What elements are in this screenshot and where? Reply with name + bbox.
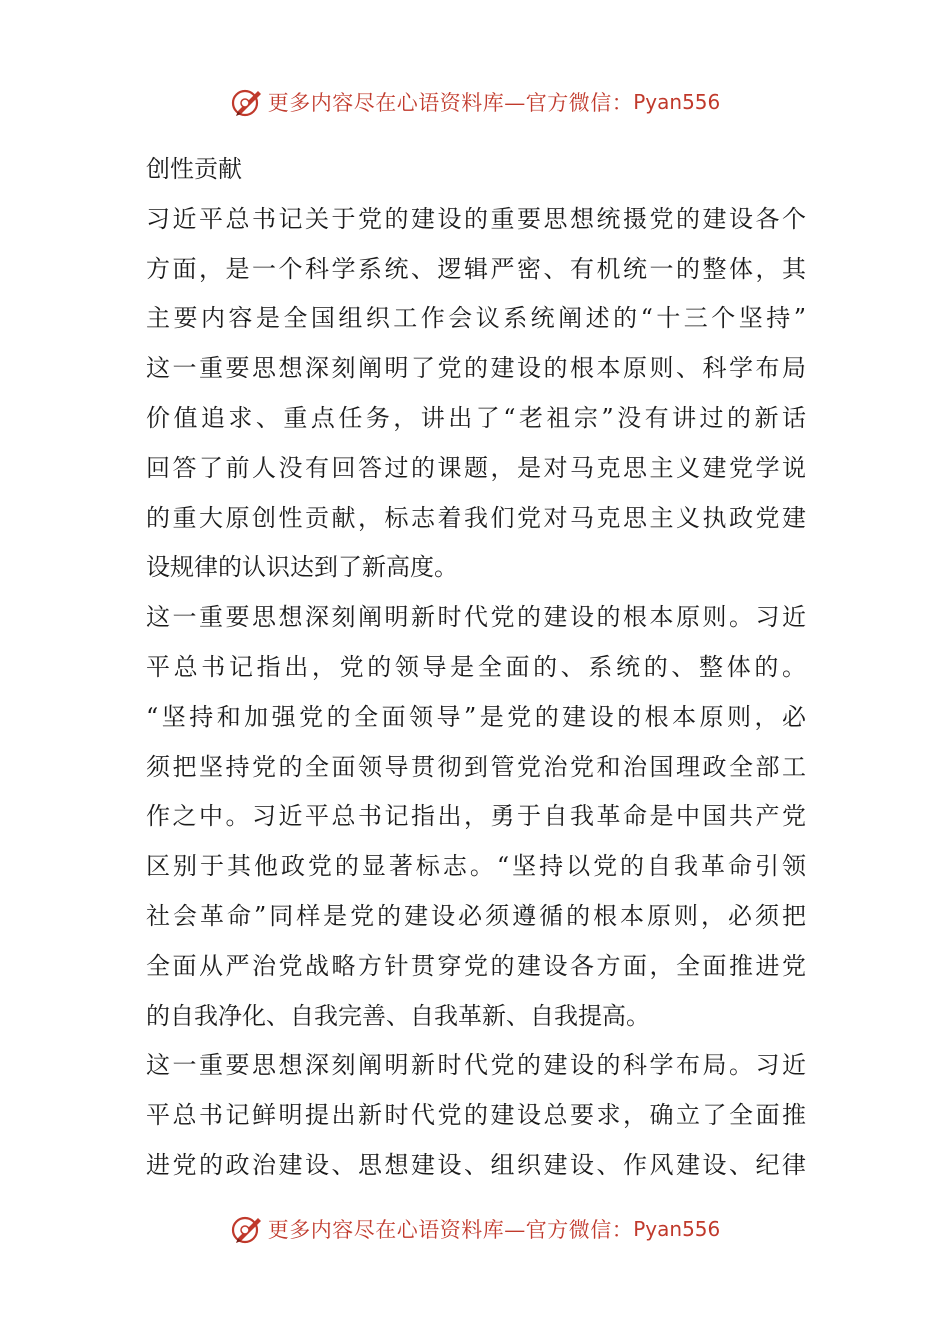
text-line: 价值追求、重点任务，讲出了“老祖宗”没有讲过的新话 — [146, 403, 806, 432]
banner-text: 更多内容尽在心语资料库—官方微信： — [267, 1218, 634, 1242]
document-body — [146, 145, 806, 1191]
text-line: 习近平总书记关于党的建设的重要思想统摄党的建设各个 — [146, 204, 806, 233]
text-line: 这一重要思想深刻阐明新时代党的建设的科学布局。习近 — [146, 1051, 806, 1080]
text-line: 创性贡献 — [146, 155, 242, 183]
text-line: 的重大原创性贡献，标志着我们党对马克思主义执政党建 — [146, 503, 806, 532]
banner-text: 更多内容尽在心语资料库—官方微信： — [267, 91, 634, 115]
banner-wechat-id: Pyan556 — [633, 90, 721, 114]
text-line: 须把坚持党的全面领导贯彻到管党治党和治国理政全部工 — [146, 752, 806, 781]
text-line: 全面从严治党战略方针贯穿党的建设各方面，全面推进党 — [146, 951, 806, 980]
text-line: 回答了前人没有回答过的课题，是对马克思主义建党学说 — [146, 453, 806, 482]
text-line: 作之中。习近平总书记指出，勇于自我革命是中国共产党 — [146, 802, 806, 831]
text-line: 区别于其他政党的显著标志。“坚持以党的自我革命引领 — [146, 852, 806, 881]
text-line: 社会革命”同样是党的建设必须遵循的根本原则，必须把 — [146, 901, 806, 930]
text-line: “坚持和加强党的全面领导”是党的建设的根本原则，必 — [146, 702, 806, 731]
pen-logo-icon — [230, 85, 264, 119]
text-line: 平总书记鲜明提出新时代党的建设总要求，确立了全面推 — [146, 1101, 806, 1130]
banner-wechat-id: Pyan556 — [633, 1217, 721, 1241]
text-line: 这一重要思想深刻阐明了党的建设的根本原则、科学布局 — [146, 354, 806, 383]
text-line: 进党的政治建设、思想建设、组织建设、作风建设、纪律 — [146, 1150, 806, 1179]
text-line: 设规律的认识达到了新高度。 — [146, 553, 458, 582]
pen-logo-icon — [230, 1212, 264, 1246]
text-line: 的自我净化、自我完善、自我革新、自我提高。 — [146, 1001, 650, 1030]
text-line: 这一重要思想深刻阐明新时代党的建设的根本原则。习近 — [146, 603, 806, 632]
text-line: 平总书记指出，党的领导是全面的、系统的、整体的。 — [146, 652, 806, 681]
text-line: 主要内容是全国组织工作会议系统阐述的“十三个坚持” — [146, 304, 806, 333]
header-watermark-banner — [0, 82, 950, 122]
footer-watermark-banner — [0, 1209, 950, 1249]
text-line: 方面，是一个科学系统、逻辑严密、有机统一的整体，其 — [146, 254, 806, 283]
